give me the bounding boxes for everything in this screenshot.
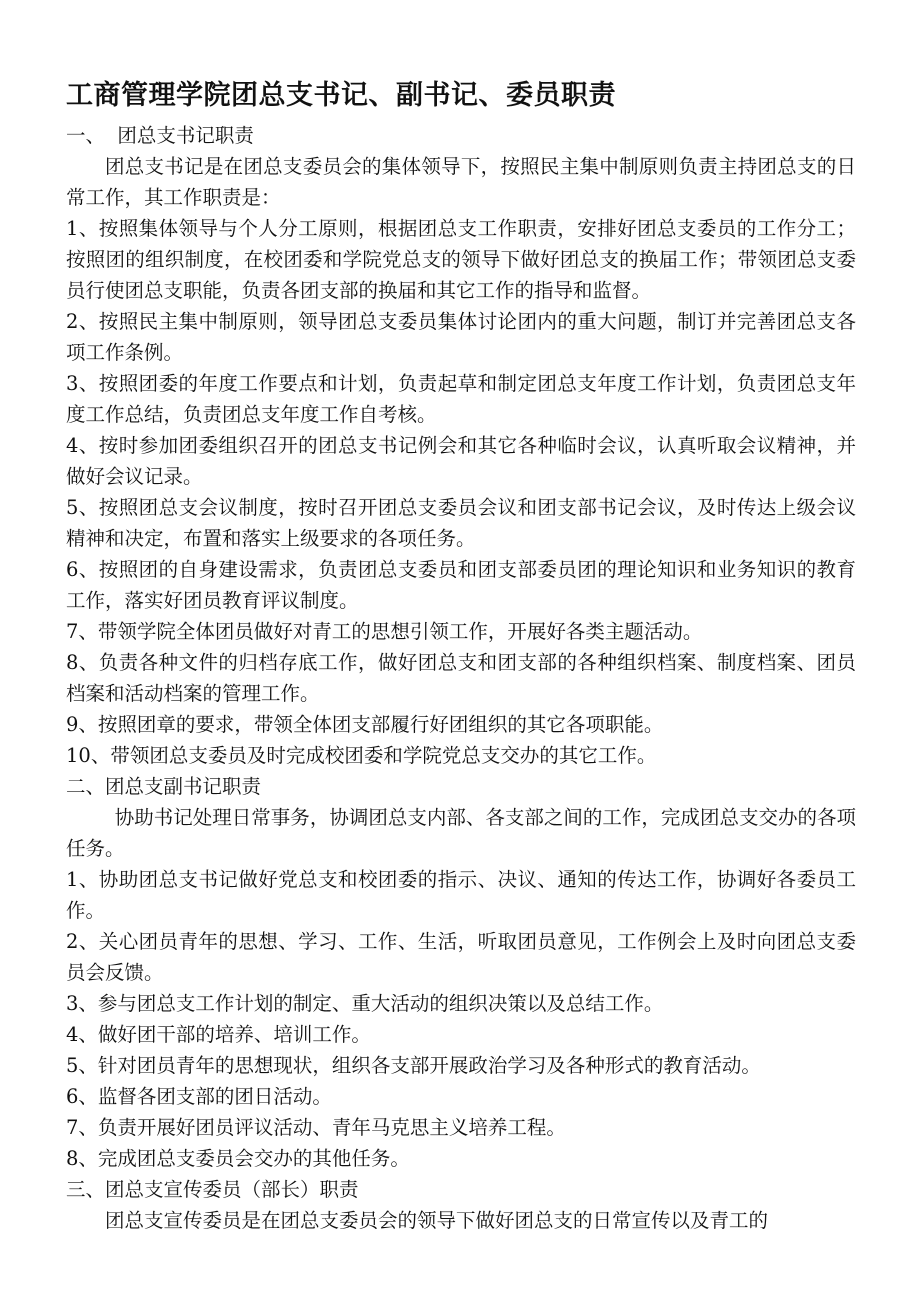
list-item: 3、参与团总支工作计划的制定、重大活动的组织决策以及总结工作。 bbox=[66, 992, 664, 1015]
list-item: 8、负责各种文件的归档存底工作，做好团总支和团支部的各种组织档案、制度档案、团员档案和活动档案的管理工作。 bbox=[66, 651, 856, 705]
list-item: 1、协助团总支书记做好党总支和校团委的指示、决议、通知的传达工作，协调好各委员工作。 bbox=[66, 868, 856, 922]
list-item: 7、带领学院全体团员做好对青工的思想引领工作，开展好各类主题活动。 bbox=[66, 620, 703, 643]
list-item: 6、按照团的自身建设需求，负责团总支委员和团支部委员团的理论知识和业务知识的教育工作，落实好团员教育评议制度。 bbox=[66, 558, 856, 612]
section-secretary bbox=[66, 120, 856, 771]
list-item: 4、按时参加团委组织召开的团总支书记例会和其它各种临时会议，认真听取会议精神，并做好会议记录。 bbox=[66, 434, 856, 488]
list-item: 1、按照集体领导与个人分工原则，根据团总支工作职责，安排好团总支委员的工作分工；按照团的组织制度，在校团委和学院党总支的领导下做好团总支的换届工作；带领团总支委员行使团总支职能，负责各团支部的换届和其它工作的指导和监督。 bbox=[66, 217, 856, 302]
list-item: 5、针对团员青年的思想现状，组织各支部开展政治学习及各种形式的教育活动。 bbox=[66, 1054, 761, 1077]
list-item: 4、做好团干部的培养、培训工作。 bbox=[66, 1023, 371, 1046]
section-intro: 团总支宣传委员是在团总支委员会的领导下做好团总支的日常宣传以及青工的 bbox=[105, 1209, 769, 1232]
list-item: 2、按照民主集中制原则，领导团总支委员集体讨论团内的重大问题，制订并完善团总支各项工作条例。 bbox=[66, 310, 856, 364]
list-item: 7、负责开展好团员评议活动、青年马克思主义培养工程。 bbox=[66, 1116, 566, 1139]
list-item: 6、监督各团支部的团日活动。 bbox=[66, 1085, 332, 1108]
section-publicity-committee bbox=[66, 1174, 856, 1236]
list-item: 3、按照团委的年度工作要点和计划，负责起草和制定团总支年度工作计划，负责团总支年度工作总结，负责团总支年度工作自考核。 bbox=[66, 372, 856, 426]
list-item: 9、按照团章的要求，带领全体团支部履行好团组织的其它各项职能。 bbox=[66, 713, 664, 736]
list-item: 8、完成团总支委员会交办的其他任务。 bbox=[66, 1147, 410, 1170]
list-item: 5、按照团总支会议制度，按时召开团总支委员会议和团支部书记会议，及时传达上级会议精神和决定，布置和落实上级要求的各项任务。 bbox=[66, 496, 856, 550]
section-heading: 三、团总支宣传委员（部长）职责 bbox=[66, 1178, 359, 1201]
section-intro: 协助书记处理日常事务，协调团总支内部、各支部之间的工作，完成团总支交办的各项任务。 bbox=[66, 806, 856, 860]
section-deputy-secretary bbox=[66, 771, 856, 1174]
section-heading: 一、 团总支书记职责 bbox=[66, 124, 254, 147]
list-item: 2、关心团员青年的思想、学习、工作、生活，听取团员意见，工作例会上及时向团总支委员会反馈。 bbox=[66, 930, 856, 984]
section-intro: 团总支书记是在团总支委员会的集体领导下，按照民主集中制原则负责主持团总支的日常工作，其工作职责是： bbox=[66, 155, 856, 209]
document-title: 工商管理学院团总支书记、副书记、委员职责 bbox=[66, 80, 616, 111]
section-heading: 二、团总支副书记职责 bbox=[66, 775, 262, 798]
document-page bbox=[66, 78, 856, 1236]
list-item: 10、带领团总支委员及时完成校团委和学院党总支交办的其它工作。 bbox=[66, 744, 657, 767]
